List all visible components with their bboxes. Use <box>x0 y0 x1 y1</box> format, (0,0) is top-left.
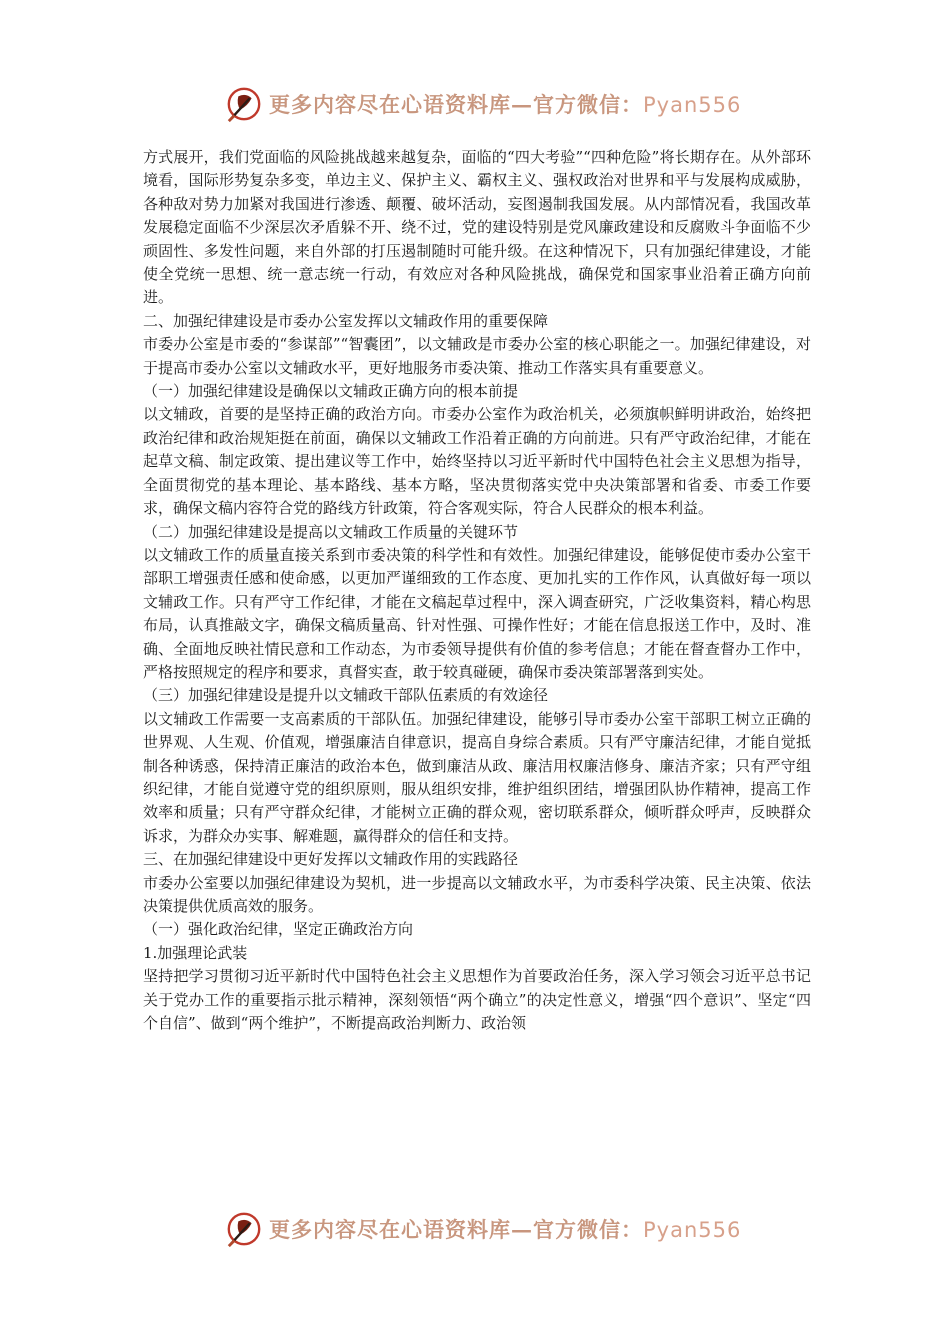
section-heading: 三、在加强纪律建设中更好发挥以文辅政作用的实践路径 <box>143 850 519 869</box>
subsection-heading: （一）强化政治纪律，坚定正确政治方向 <box>143 920 414 939</box>
section-heading: 二、加强纪律建设是市委办公室发挥以文辅政作用的重要保障 <box>143 311 549 330</box>
paragraph: 以文辅政，首要的是坚持正确的政治方向。市委办公室作为政治机关，必须旗帜鲜明讲政治，始终把政治纪律和政治规矩挺在前面，确保以文辅政工作沿着正确的方向前进。只有严守政治纪律，才能在起草文稿、制定政策、提出建议等工作中，始终坚持以习近平新时代中国特色社会主义思想为指导，全面贯彻党的基本理论、基本路线、基本方略，坚决贯彻落实党中央决策部署和省委、市委工作要求，确保文稿内容符合党的路线方针政策，符合客观实际，符合人民群众的根本利益。 <box>143 405 811 518</box>
watermark-text: 更多内容尽在心语资料库—官方微信：Pyan556 <box>269 92 742 117</box>
pen-logo-icon <box>225 85 263 123</box>
paragraph: 坚持把学习贯彻习近平新时代中国特色社会主义思想作为首要政治任务，深入学习领会习近平总书记关于党办工作的重要指示批示精神，深刻领悟“两个确立”的决定性意义，增强“四个意识”、坚定“四个自信”、做到“两个维护”，不断提高政治判断力、政治领 <box>143 967 811 1033</box>
document-body <box>143 146 811 1035</box>
subsection-heading: （三）加强纪律建设是提升以文辅政干部队伍素质的有效途径 <box>143 686 549 705</box>
paragraph: 以文辅政工作的质量直接关系到市委决策的科学性和有效性。加强纪律建设，能够促使市委办公室干部职工增强责任感和使命感，以更加严谨细致的工作态度、更加扎实的工作作风，认真做好每一项以文辅政工作。只有严守工作纪律，才能在文稿起草过程中，深入调查研究，广泛收集资料，精心构思布局，认真推敲文字，确保文稿质量高、针对性强、可操作性好；才能在信息报送工作中，及时、准确、全面地反映社情民意和工作动态，为市委领导提供有价值的参考信息；才能在督查督办工作中，严格按照规定的程序和要求，真督实查，敢于较真碰硬，确保市委决策部署落到实处。 <box>143 545 811 681</box>
watermark-banner-bottom <box>225 1208 745 1250</box>
paragraph: 方式展开，我们党面临的风险挑战越来越复杂，面临的“四大考验”“四种危险”将长期存在。从外部环境看，国际形势复杂多变，单边主义、保护主义、霸权主义、强权政治对世界和平与发展构成威胁，各种敌对势力加紧对我国进行渗透、颠覆、破坏活动，妄图遏制我国发展。从内部情况看，我国改革发展稳定面临不少深层次矛盾躲不开、绕不过，党的建设特别是党风廉政建设和反腐败斗争面临不少顽固性、多发性问题，来自外部的打压遏制随时可能升级。在这种情况下，只有加强纪律建设，才能使全党统一思想、统一意志统一行动，有效应对各种风险挑战，确保党和国家事业沿着正确方向前进。 <box>143 148 811 307</box>
paragraph: 市委办公室是市委的“参谋部”“智囊团”，以文辅政是市委办公室的核心职能之一。加强纪律建设，对于提高市委办公室以文辅政水平，更好地服务市委决策、推动工作落实具有重要意义。 <box>143 335 811 377</box>
pen-logo-icon <box>225 1210 263 1248</box>
subsection-heading: （一）加强纪律建设是确保以文辅政正确方向的根本前提 <box>143 382 519 401</box>
watermark-text: 更多内容尽在心语资料库—官方微信：Pyan556 <box>269 1217 742 1242</box>
subsection-heading: （二）加强纪律建设是提高以文辅政工作质量的关键环节 <box>143 522 519 541</box>
paragraph: 以文辅政工作需要一支高素质的干部队伍。加强纪律建设，能够引导市委办公室干部职工树立正确的世界观、人生观、价值观，增强廉洁自律意识，提高自身综合素质。只有严守廉洁纪律，才能自觉抵制各种诱惑，保持清正廉洁的政治本色，做到廉洁从政、廉洁用权廉洁修身、廉洁齐家；只有严守组织纪律，才能自觉遵守党的组织原则，服从组织安排，维护组织团结，增强团队协作精神，提高工作效率和质量；只有严守群众纪律，才能树立正确的群众观，密切联系群众，倾听群众呼声，反映群众诉求，为群众办实事、解难题，赢得群众的信任和支持。 <box>143 709 811 845</box>
watermark-banner-top <box>225 83 745 125</box>
item-heading: 1.加强理论武装 <box>143 943 248 962</box>
paragraph: 市委办公室要以加强纪律建设为契机，进一步提高以文辅政水平，为市委科学决策、民主决策、依法决策提供优质高效的服务。 <box>143 873 811 915</box>
